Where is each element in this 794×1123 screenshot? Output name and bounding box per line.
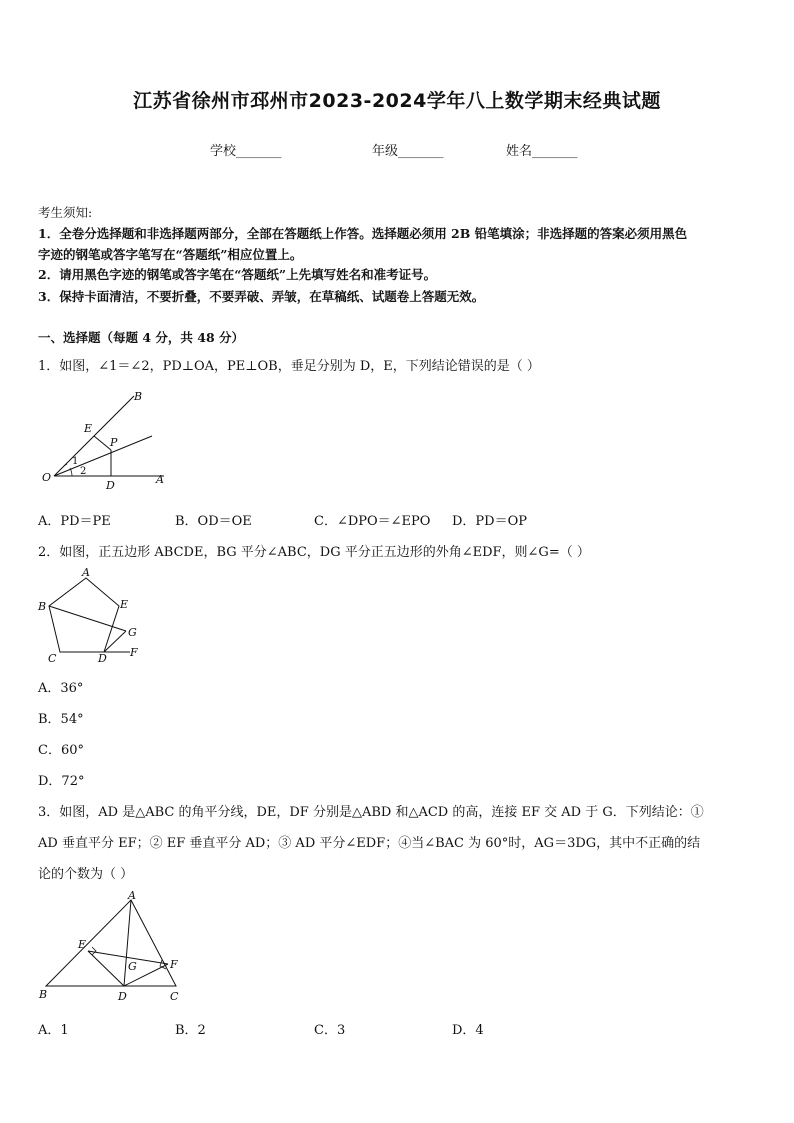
label-A: A: [128, 889, 136, 902]
angle-1-label: 1: [72, 456, 79, 467]
q3-stem-line3: 论的个数为（ ）: [38, 867, 134, 882]
label-E: E: [84, 422, 93, 435]
page-title: 江苏省徐州市邳州市2023-2024学年八上数学期末经典试题: [133, 90, 661, 112]
label-B: B: [38, 600, 47, 613]
notice-item: 字迹的钢笔或答字笔写在“答题纸”相应位置上。: [38, 247, 303, 262]
q2-option-a: A．36°: [38, 681, 84, 696]
notice-heading: 考生须知:: [38, 205, 93, 220]
label-F: F: [130, 646, 138, 659]
label-E: E: [78, 938, 87, 951]
notice-item: 2．请用黑色字迹的钢笔或答字笔在“答题纸”上先填写姓名和准考证号。: [38, 267, 437, 282]
q2-figure: [34, 564, 146, 666]
q1-option-b: B．OD＝OE: [175, 514, 252, 529]
label-G: G: [128, 960, 137, 973]
q3-stem-line2: AD 垂直平分 EF；② EF 垂直平分 AD；③ AD 平分∠EDF；④当∠BAC 为 60°时，AG＝3DG，其中不正确的结: [38, 836, 701, 851]
q3-figure: [36, 888, 192, 1006]
label-A: A: [82, 566, 90, 579]
label-F: F: [170, 958, 178, 971]
label-E: E: [120, 598, 129, 611]
label-D: D: [98, 652, 107, 665]
q1-option-d: D．PD＝OP: [452, 514, 527, 529]
q1-option-c: C．∠DPO＝∠EPO: [314, 514, 431, 529]
name-field: 姓名_______: [506, 144, 578, 159]
q3-option-b: B．2: [175, 1023, 206, 1038]
q3-option-c: C．3: [314, 1023, 346, 1038]
label-C: C: [48, 652, 57, 665]
q2-stem: 2．如图，正五边形 ABCDE，BG 平分∠ABC，DG 平分正五边形的外角∠EDF，则∠G=（ ）: [38, 545, 590, 560]
label-G: G: [128, 626, 137, 639]
label-C: C: [170, 990, 179, 1003]
q3-option-d: D．4: [452, 1023, 484, 1038]
angle-2-label: 2: [80, 466, 87, 477]
label-O: O: [42, 471, 52, 484]
q3-option-a: A．1: [38, 1023, 69, 1038]
q2-option-b: B．54°: [38, 712, 84, 727]
label-D: D: [118, 990, 127, 1003]
label-A: A: [156, 473, 164, 486]
notice-item: 3．保持卡面清洁，不要折叠，不要弄破、弄皱，在草稿纸、试题卷上答题无效。: [38, 289, 485, 304]
label-P: P: [110, 436, 118, 449]
school-field: 学校_______: [210, 144, 282, 159]
notice-item: 1．全卷分选择题和非选择题两部分，全部在答题纸上作答。选择题必须用 2B 铅笔填涂；非选择题的答案必须用黑色: [38, 226, 688, 241]
q1-option-a: A．PD＝PE: [38, 514, 111, 529]
q1-figure: [36, 388, 176, 494]
q2-option-c: C．60°: [38, 743, 84, 758]
label-D: D: [106, 479, 115, 492]
section-heading: 一、选择题（每题 4 分，共 48 分）: [38, 330, 245, 345]
q3-stem-line1: 3．如图，AD 是△ABC 的角平分线，DE，DF 分别是△ABD 和△ACD 的高，连接 EF 交 AD 于 G．下列结论：①: [38, 805, 704, 820]
q2-option-d: D．72°: [38, 774, 85, 789]
q1-stem: 1．如图，∠1＝∠2，PD⊥OA，PE⊥OB，垂足分别为 D，E，下列结论错误的是（ ）: [38, 359, 540, 374]
grade-field: 年级_______: [372, 144, 444, 159]
label-B: B: [39, 988, 48, 1001]
label-B: B: [134, 390, 143, 403]
